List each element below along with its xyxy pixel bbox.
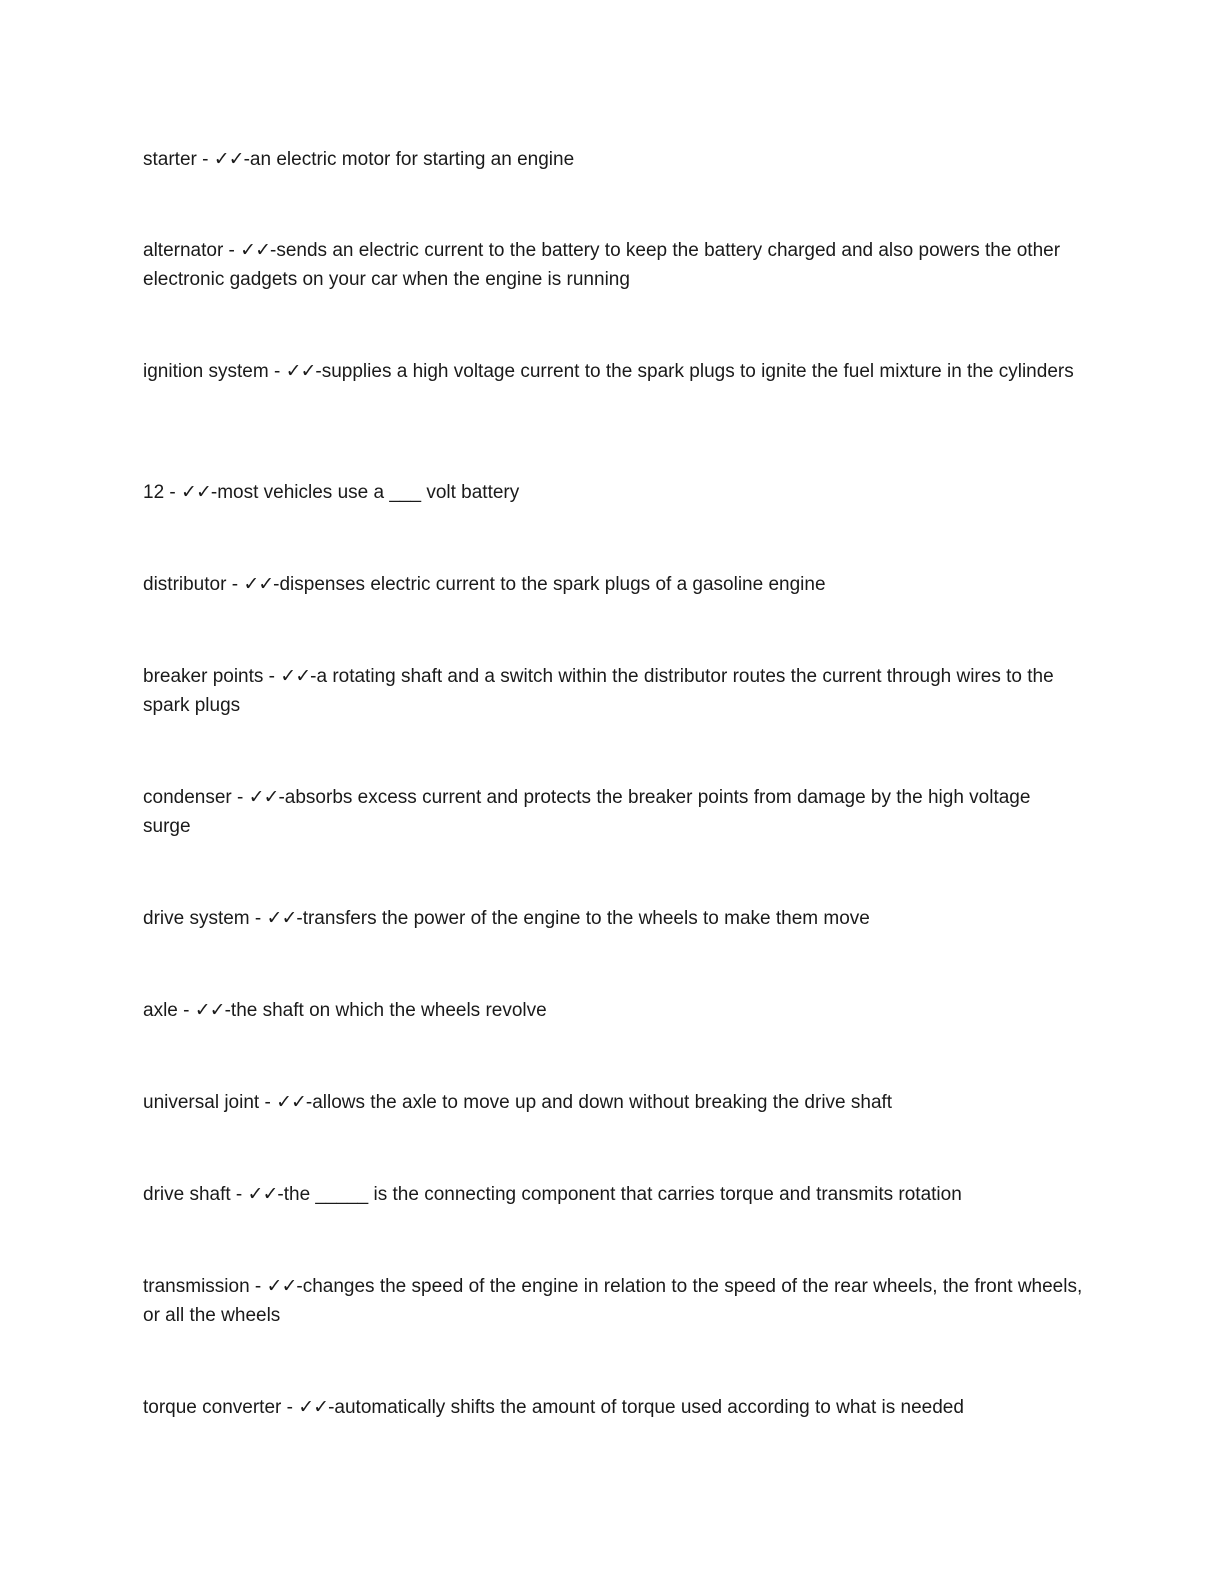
definition-prefix: - <box>296 1276 303 1297</box>
entry-definition: the _____ is the connecting component that carries torque and transmits rotation <box>283 1184 962 1205</box>
definition-prefix: - <box>315 361 322 382</box>
check-mark-icon: ✓✓ <box>243 573 274 595</box>
entry-term: starter <box>143 149 197 170</box>
definition-prefix: - <box>277 1184 284 1205</box>
check-mark-icon: ✓✓ <box>248 786 279 808</box>
entry-term: ignition system <box>143 361 269 382</box>
flashcard-entry <box>143 1180 1083 1209</box>
check-mark-icon: ✓✓ <box>213 148 244 170</box>
check-mark-icon: ✓✓ <box>181 481 211 503</box>
entry-definition: allows the axle to move up and down without breaking the drive shaft <box>312 1092 893 1113</box>
entry-definition: automatically shifts the amount of torque used according to what is needed <box>334 1397 964 1418</box>
flashcard-entry <box>143 1272 1083 1330</box>
entry-definition: absorbs excess current and protects the breaker points from damage by the high voltage surge <box>143 787 1031 837</box>
definition-prefix: - <box>210 482 218 503</box>
check-mark-icon: ✓✓ <box>266 907 297 929</box>
flashcard-entry <box>143 570 1083 599</box>
entry-definition: a rotating shaft and a switch within the distributor routes the current through wires to the spark plugs <box>143 666 1054 716</box>
entry-separator: - <box>249 1276 267 1297</box>
entry-definition: the shaft on which the wheels revolve <box>230 1000 547 1021</box>
check-mark-icon: ✓✓ <box>280 665 311 687</box>
definition-prefix: - <box>273 574 280 595</box>
definition-prefix: - <box>305 1092 313 1113</box>
definition-prefix: - <box>310 666 317 687</box>
entry-separator: - <box>281 1397 299 1418</box>
check-mark-icon: ✓✓ <box>240 239 271 261</box>
entry-term: 12 <box>143 482 165 503</box>
definition-prefix: - <box>328 1397 335 1418</box>
definition-prefix: - <box>296 908 303 929</box>
entry-term: axle <box>143 1000 178 1021</box>
entry-separator: - <box>177 1000 195 1021</box>
entry-separator: - <box>231 787 249 808</box>
entry-term: condenser <box>143 787 232 808</box>
flashcard-entry <box>143 478 1083 507</box>
definition-prefix: - <box>224 1000 231 1021</box>
entry-definition: transfers the power of the engine to the wheels to make them move <box>302 908 870 929</box>
entry-separator: - <box>268 361 286 382</box>
entry-separator: - <box>263 666 281 687</box>
flashcard-entry <box>143 662 1083 720</box>
entry-separator: - <box>249 908 267 929</box>
entry-term: universal joint <box>143 1092 260 1113</box>
flashcard-entry <box>143 1088 1083 1117</box>
entry-term: drive system <box>143 908 250 929</box>
entry-separator: - <box>226 574 244 595</box>
entry-definition: dispenses electric current to the spark plugs of a gasoline engine <box>279 574 826 595</box>
definition-prefix: - <box>270 240 277 261</box>
entry-separator: - <box>223 240 241 261</box>
entry-term: breaker points <box>143 666 264 687</box>
entry-definition: changes the speed of the engine in relation to the speed of the rear wheels, the front wheels, or all the wheels <box>143 1276 1083 1326</box>
definition-prefix: - <box>278 787 285 808</box>
entry-separator: - <box>259 1092 277 1113</box>
entry-separator: - <box>196 149 214 170</box>
definition-prefix: - <box>243 149 250 170</box>
entry-term: distributor <box>143 574 227 595</box>
entry-separator: - <box>164 482 182 503</box>
entry-term: torque converter <box>143 1397 282 1418</box>
flashcard-entry <box>143 996 1083 1025</box>
flashcard-entry <box>143 783 1083 841</box>
entry-term: transmission <box>143 1276 250 1297</box>
flashcard-entry <box>143 1393 1083 1422</box>
flashcard-entry <box>143 357 1083 386</box>
entry-term: alternator <box>143 240 224 261</box>
entry-definition: most vehicles use a ___ volt battery <box>217 482 520 503</box>
entry-term: drive shaft <box>143 1184 231 1205</box>
check-mark-icon: ✓✓ <box>247 1183 278 1205</box>
check-mark-icon: ✓✓ <box>194 999 225 1021</box>
flashcard-entry <box>143 236 1083 294</box>
flashcard-entry <box>143 145 1083 174</box>
check-mark-icon: ✓✓ <box>266 1275 297 1297</box>
check-mark-icon: ✓✓ <box>285 360 316 382</box>
entry-definition: sends an electric current to the battery to keep the battery charged and also powers the other electronic gadgets on your car when the engine is running <box>143 240 1061 290</box>
entry-separator: - <box>230 1184 248 1205</box>
flashcard-entry <box>143 904 1083 933</box>
check-mark-icon: ✓✓ <box>276 1091 306 1113</box>
check-mark-icon: ✓✓ <box>298 1396 329 1418</box>
entry-definition: an electric motor for starting an engine <box>249 149 575 170</box>
entry-definition: supplies a high voltage current to the spark plugs to ignite the fuel mixture in the cylinders <box>321 361 1074 382</box>
